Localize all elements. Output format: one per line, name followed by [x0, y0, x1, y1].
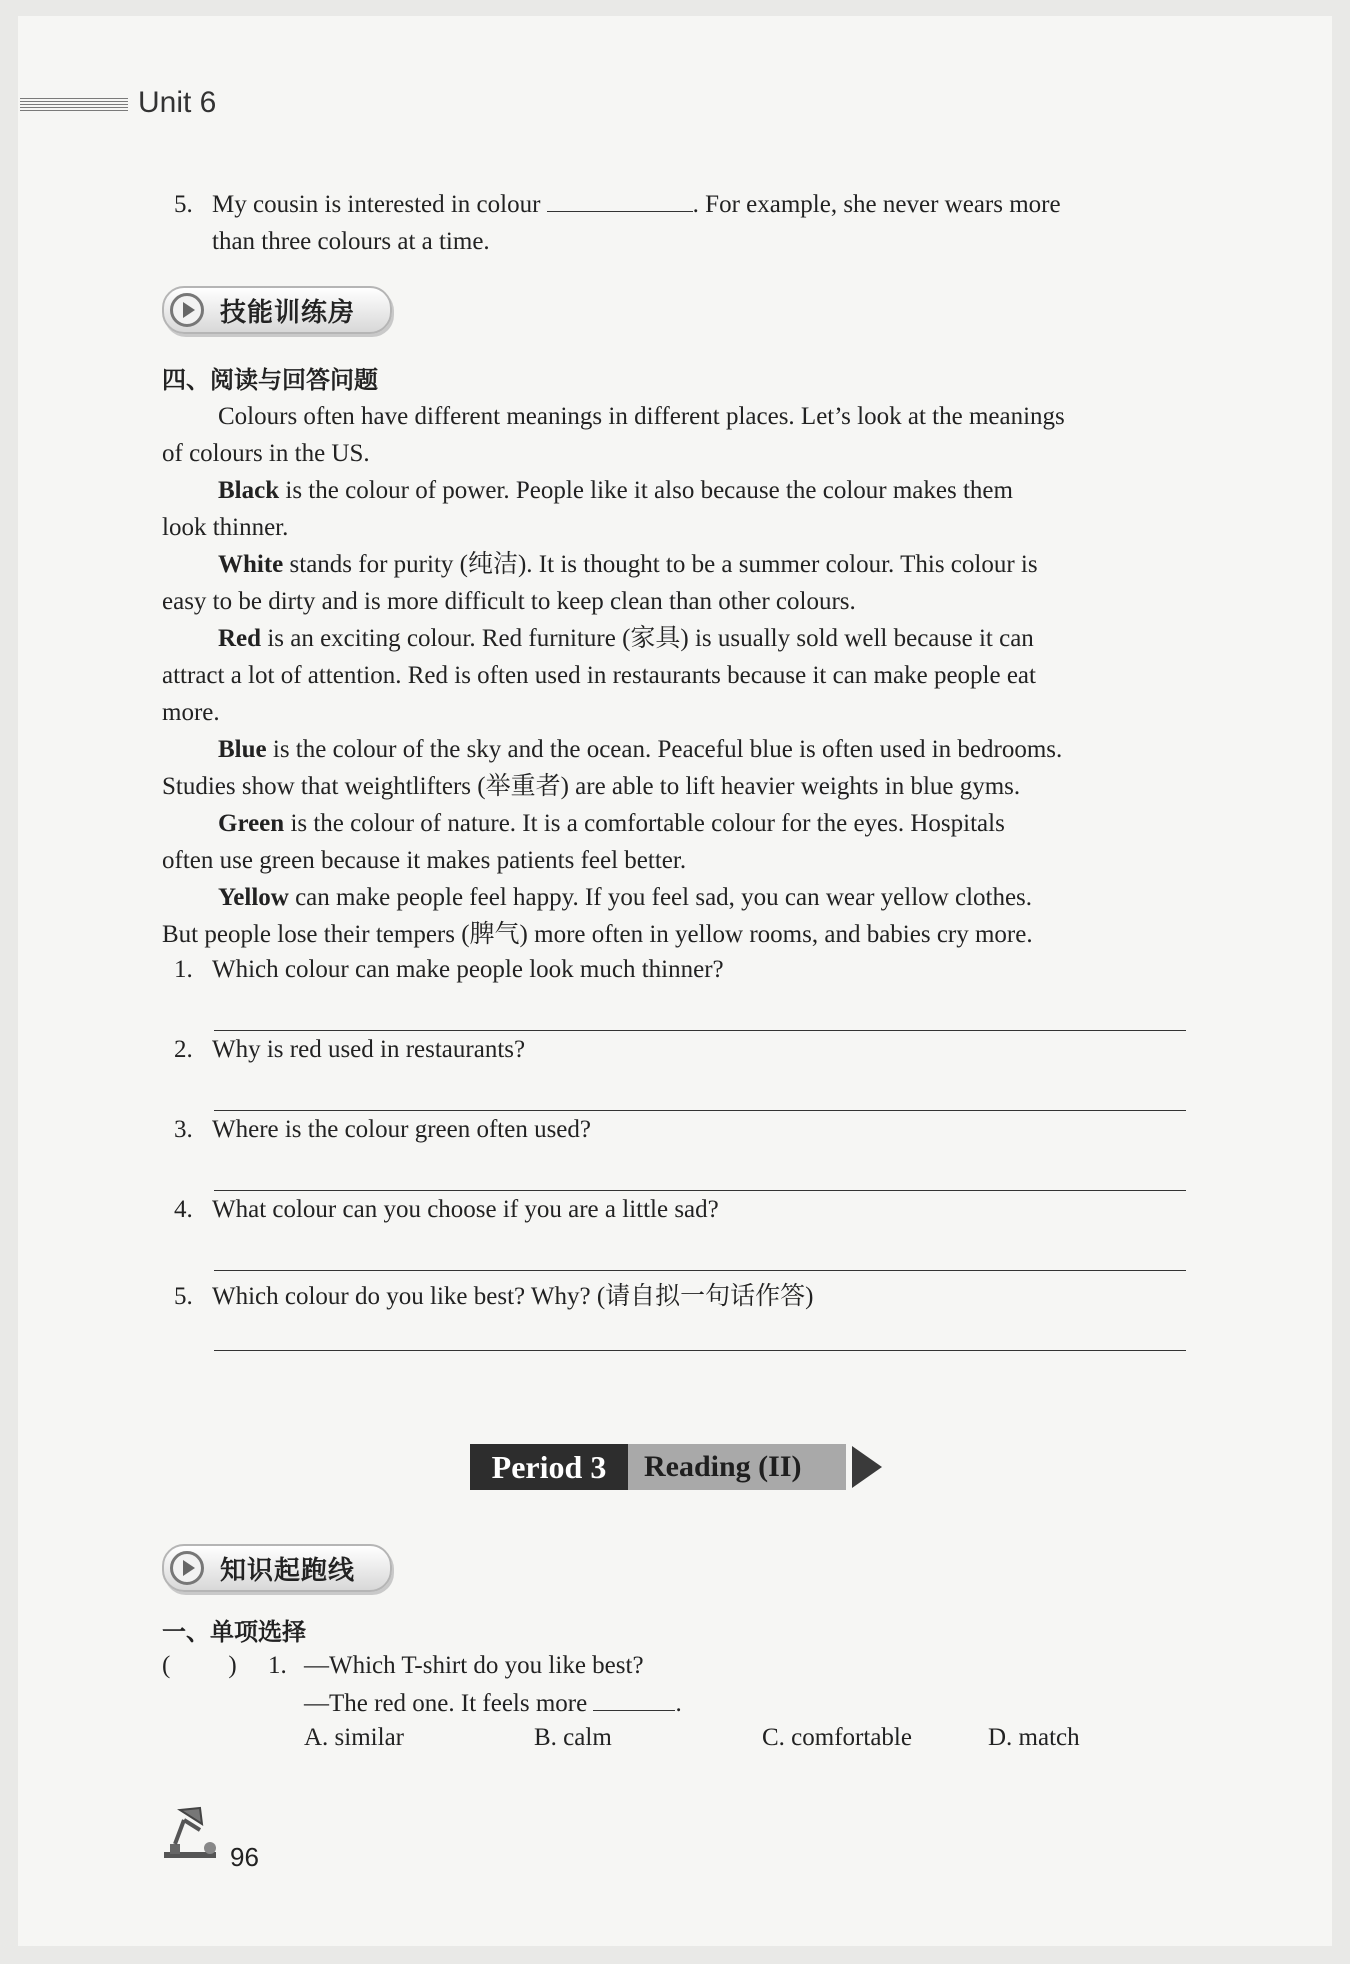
option-d[interactable]: D. match: [988, 1724, 1080, 1751]
item5-line2: than three colours at a time.: [212, 228, 490, 255]
skills-pill-label: 技能训练房: [220, 298, 356, 328]
answer-line-3[interactable]: [214, 1190, 1186, 1191]
question-3: [174, 1116, 591, 1144]
question-5-number: 5.: [174, 1283, 193, 1310]
option-a[interactable]: A. similar: [304, 1724, 404, 1751]
bracket-close: ): [228, 1652, 237, 1679]
black-word: Black: [218, 477, 280, 504]
green-line2: often use green because it makes patients feel better.: [162, 847, 687, 874]
intro-line2: of colours in the US.: [162, 440, 370, 467]
question-1-text: Which colour can make people look much thinner?: [212, 956, 724, 983]
arrow-right-icon: [852, 1446, 882, 1488]
item5-blank[interactable]: [547, 189, 693, 212]
red-line1: is an exciting colour. Red furniture (家具) is usually sold well because it can: [261, 625, 1034, 652]
question-4-number: 4.: [174, 1196, 193, 1223]
reading-passage: [162, 398, 1184, 953]
mcq-line2: [304, 1688, 682, 1718]
red-line3: more.: [162, 699, 220, 726]
item5-text-a: My cousin is interested in colour: [212, 191, 541, 218]
black-line1: is the colour of power. People like it also because the colour makes them: [279, 477, 1013, 504]
green-word: Green: [218, 810, 285, 837]
answer-line-2[interactable]: [214, 1110, 1186, 1111]
yellow-word: Yellow: [218, 884, 289, 911]
item5-number: 5.: [174, 191, 193, 218]
unit-title: Unit 6: [138, 86, 217, 119]
question-2: [174, 1036, 525, 1064]
item5-text-b: . For example, she never wears more: [692, 191, 1061, 218]
yellow-line2: But people lose their tempers (脾气) more often in yellow rooms, and babies cry more.: [162, 921, 1033, 948]
white-paragraph: [162, 546, 1184, 583]
green-line1: is the colour of nature. It is a comfortable colour for the eyes. Hospitals: [284, 810, 1005, 837]
green-paragraph: [162, 805, 1184, 842]
mcq-line2-end: .: [675, 1690, 682, 1717]
question-1: [174, 956, 724, 984]
knowledge-pill-label: 知识起跑线: [220, 1556, 356, 1586]
mcq-blank[interactable]: [593, 1688, 675, 1711]
white-line1: stands for purity (纯洁). It is thought to be a summer colour. This colour is: [283, 551, 1038, 578]
question-4: [174, 1196, 719, 1224]
item5: [174, 186, 1194, 260]
mcq-line2-text: —The red one. It feels more: [304, 1690, 588, 1717]
red-line2: attract a lot of attention. Red is often used in restaurants because it can make people eat: [162, 662, 1036, 689]
answer-line-4[interactable]: [214, 1270, 1186, 1271]
blue-word: Blue: [218, 736, 267, 763]
red-paragraph: [162, 620, 1184, 657]
question-5: [174, 1276, 814, 1312]
play-icon: [170, 1551, 204, 1585]
question-2-text: Why is red used in restaurants?: [212, 1036, 526, 1063]
question-5-text: Which colour do you like best? Why? (请自拟一句话作答): [212, 1283, 814, 1310]
question-4-text: What colour can you choose if you are a little sad?: [212, 1196, 719, 1223]
white-word: White: [218, 551, 284, 578]
section4-title: 四、阅读与回答问题: [162, 366, 378, 394]
option-c[interactable]: C. comfortable: [762, 1724, 912, 1751]
skills-section-pill: [162, 286, 392, 334]
black-line2: look thinner.: [162, 514, 289, 541]
unit-header: [20, 86, 260, 120]
blue-line1: is the colour of the sky and the ocean. Peaceful blue is often used in bedrooms.: [266, 736, 1063, 763]
blue-line2: Studies show that weightlifters (举重者) are able to lift heavier weights in blue gyms.: [162, 773, 1021, 800]
mcq-answer-bracket[interactable]: [162, 1652, 237, 1680]
desk-lamp-icon: [160, 1804, 220, 1860]
knowledge-section-pill: [162, 1544, 392, 1592]
play-icon: [170, 293, 204, 327]
yellow-line1: can make people feel happy. If you feel sad, you can wear yellow clothes.: [288, 884, 1033, 911]
option-b[interactable]: B. calm: [534, 1724, 612, 1751]
white-line2: easy to be dirty and is more difficult to keep clean than other colours.: [162, 588, 856, 615]
section1-title: 一、单项选择: [162, 1618, 306, 1646]
black-paragraph: [162, 472, 1184, 509]
red-word: Red: [218, 625, 262, 652]
yellow-paragraph: [162, 879, 1184, 916]
header-decor-lines: [20, 98, 128, 112]
question-3-number: 3.: [174, 1116, 193, 1143]
blue-paragraph: [162, 731, 1184, 768]
page-number: 96: [230, 1842, 259, 1872]
period-title: Reading (II): [628, 1444, 846, 1490]
answer-line-1[interactable]: [214, 1030, 1186, 1031]
intro-line1: Colours often have different meanings in different places. Let’s look at the meanings: [218, 403, 1065, 430]
answer-line-5[interactable]: [214, 1350, 1186, 1351]
period-label: Period 3: [470, 1444, 628, 1490]
mcq-line1: —Which T-shirt do you like best?: [304, 1652, 644, 1679]
question-3-text: Where is the colour green often used?: [212, 1116, 592, 1143]
question-1-number: 1.: [174, 956, 193, 983]
mcq-number: 1.: [268, 1652, 287, 1679]
question-2-number: 2.: [174, 1036, 193, 1063]
bracket-open: (: [162, 1652, 171, 1679]
